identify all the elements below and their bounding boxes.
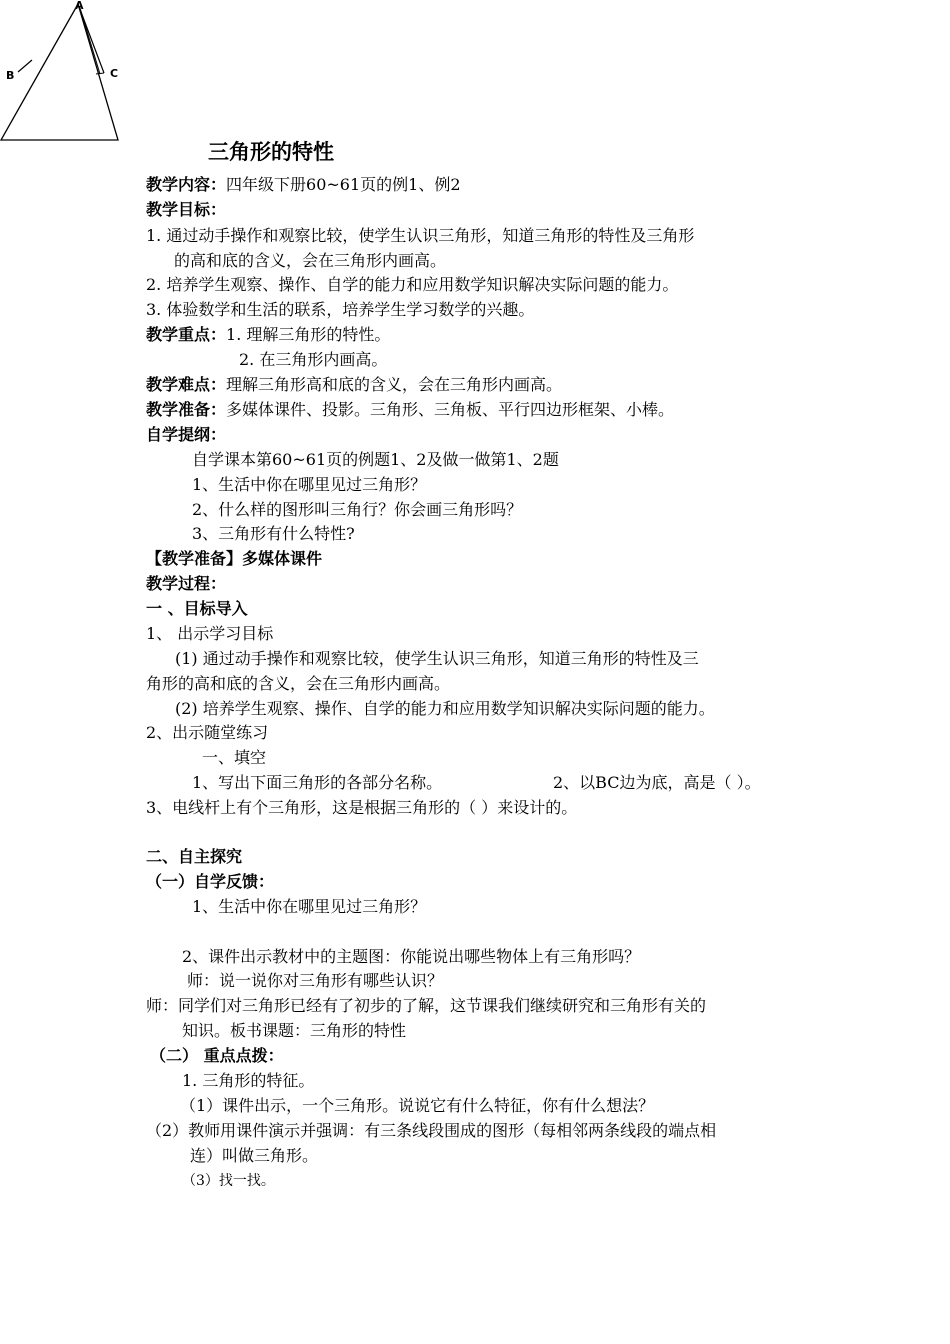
heading-line: 自学提纲： (146, 425, 227, 444)
subsection-heading: （一）自学反馈： (146, 872, 275, 891)
content-line: (1) 通过动手操作和观察比较，使学生认识三角形，知道三角形的特性及三 (175, 649, 699, 668)
exercise-line: 1、写出下面三角形的各部分名称。 (192, 773, 443, 792)
exercise-line: 2、以BC边为底，高是（ ）。 (553, 773, 761, 792)
content-line: （2）教师用课件演示并强调：有三条线段围成的图形（每相邻两条线段的端点相 (146, 1121, 717, 1140)
content-line: 2、出示随堂练习 (146, 723, 269, 742)
content-line: 1. 三角形的特征。 (182, 1071, 315, 1090)
content-line: 教学难点：理解三角形高和底的含义，会在三角形内画高。 (146, 375, 563, 394)
content-line: 师：同学们对三角形已经有了初步的了解，这节课我们继续研究和三角形有关的 (146, 996, 707, 1015)
content-line: 连）叫做三角形。 (190, 1146, 319, 1165)
content-line: 1、生活中你在哪里见过三角形？ (192, 897, 427, 916)
vertex-c-label: C (110, 67, 119, 80)
side-ab-tick (18, 60, 32, 72)
content-line: 教学重点：1. 理解三角形的特性。 (146, 325, 391, 344)
content-line: 角形的高和底的含义，会在三角形内画高。 (146, 674, 451, 693)
objective-line: 的高和底的含义，会在三角形内画高。 (174, 251, 447, 270)
content-line: 教学准备：多媒体课件、投影。三角形、三角板、平行四边形框架、小棒。 (146, 400, 675, 419)
content-line: 2. 在三角形内画高。 (239, 350, 388, 369)
section-heading: 一 、目标导入 (146, 599, 248, 618)
objective-line: 3. 体验数学和生活的联系，培养学生学习数学的兴趣。 (146, 300, 535, 319)
height-line-inner (80, 8, 100, 74)
content-line: 师：说一说你对三角形有哪些认识？ (187, 971, 444, 990)
content-line: 2、课件出示教材中的主题图：你能说出哪些物体上有三角形吗？ (182, 947, 641, 966)
heading-line: 教学过程： (146, 574, 227, 593)
vertex-a-label: A (75, 0, 84, 12)
content-line: （1）课件出示，一个三角形。说说它有什么特征，你有什么想法？ (180, 1096, 655, 1115)
objective-line: 1. 通过动手操作和观察比较，使学生认识三角形，知道三角形的特性及三角形 (146, 226, 695, 245)
content-line: 知识。板书课题：三角形的特性 (182, 1021, 407, 1040)
page-title: 三角形的特性 (208, 140, 334, 164)
content-line: 教学内容：四年级下册60~61页的例1、例2 (146, 175, 461, 194)
section-heading: 二、自主探究 (146, 847, 243, 866)
outline-line: 2、什么样的图形叫三角行？你会画三角形吗？ (192, 500, 523, 519)
subsection-heading: （二） 重点点拨： (150, 1046, 284, 1065)
content-line: (2) 培养学生观察、操作、自学的能力和应用数学知识解决实际问题的能力。 (175, 699, 715, 718)
vertex-b-label: B (6, 69, 15, 82)
exercise-line: 3、电线杆上有个三角形，这是根据三角形的（ ）来设计的。 (146, 798, 578, 817)
content-line: 1、 出示学习目标 (146, 624, 274, 643)
outline-line: 自学课本第60~61页的例题1、2及做一做第1、2题 (192, 450, 559, 469)
content-line: （3）找一找。 (182, 1173, 275, 1189)
triangle-figure (0, 0, 140, 145)
heading-line: 【教学准备】多媒体课件 (146, 549, 323, 568)
outline-line: 1、生活中你在哪里见过三角形？ (192, 475, 427, 494)
content-line: 一、填空 (202, 748, 267, 767)
heading-line: 教学目标： (146, 200, 227, 219)
height-foot (96, 73, 104, 74)
outline-line: 3、三角形有什么特性? (192, 524, 355, 543)
objective-line: 2. 培养学生观察、操作、自学的能力和应用数学知识解决实际问题的能力。 (146, 275, 679, 294)
